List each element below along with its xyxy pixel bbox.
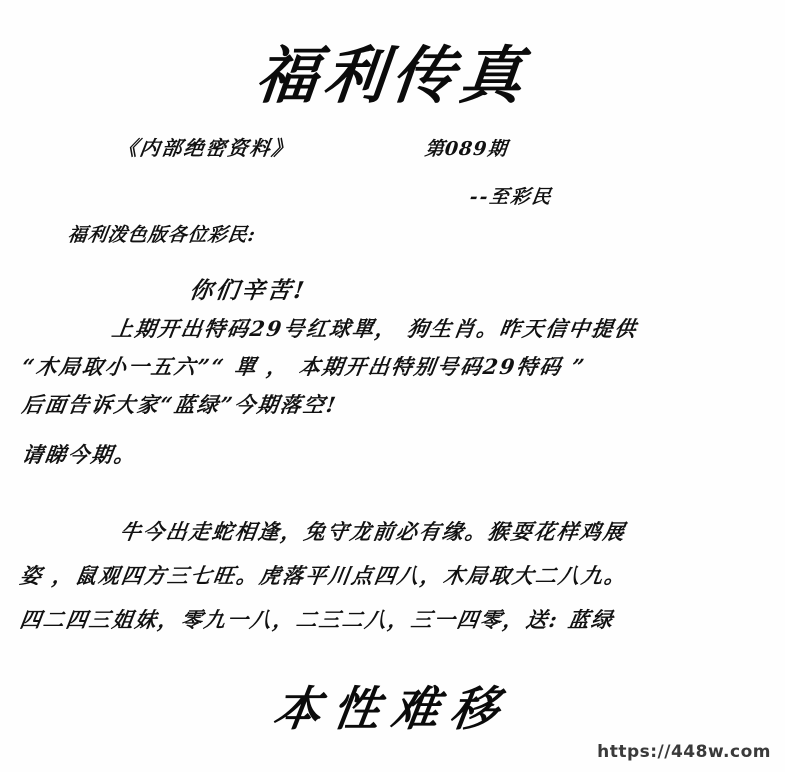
verse-line: 四二四三姐妹，零九一八，二三二八，三一四零，送: 蓝绿 xyxy=(18,607,616,632)
body-line: 上期开出特码29号红球單， 狗生肖。昨天信中提供 xyxy=(110,316,640,341)
issue-number-label: 第089期 xyxy=(423,138,509,160)
watermark-url: https://448w.com xyxy=(597,742,771,762)
dedication-text: --至彩民 xyxy=(468,186,555,208)
body-line: 请睇今期。 xyxy=(20,442,139,467)
subtitle-row xyxy=(0,132,785,162)
footer-slogan: 本性难移 xyxy=(270,682,514,737)
salute-text: 你们辛苦! xyxy=(187,277,309,304)
body-line: “木局取小一五六”“ 單 ， 本期开出特别号码29特码 ” xyxy=(20,354,588,379)
body-paragraph xyxy=(22,310,767,474)
document-title: 福利传真 xyxy=(252,39,532,112)
verse-paragraph xyxy=(20,510,775,642)
verse-line: 姿 ，鼠观四方三七旺。虎落平川点四八，木局取大二八九。 xyxy=(18,563,630,588)
verse-line: 牛今出走蛇相逢，兔守龙前必有缘。猴耍花样鸡展 xyxy=(118,519,628,544)
greeting-text: 福利泼色版各位彩民: xyxy=(66,224,258,246)
secret-material-label: 《内部绝密资料》 xyxy=(116,136,296,160)
body-line: 后面告诉大家“蓝绿”今期落空! xyxy=(20,392,340,417)
